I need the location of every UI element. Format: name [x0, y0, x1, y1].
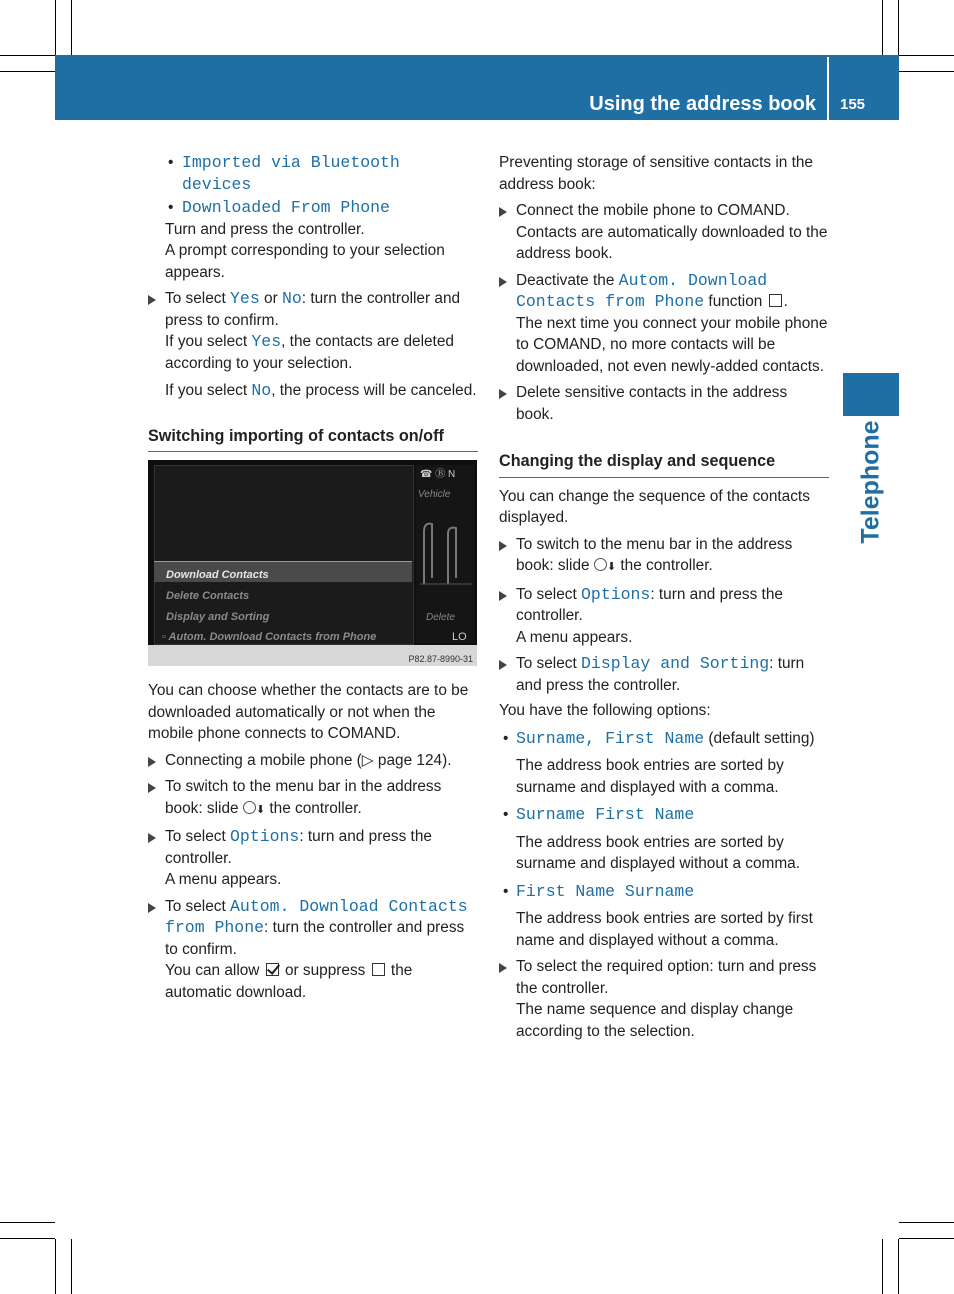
page-number: 155	[840, 96, 866, 113]
step-item: To select Autom. Download Contacts from Phone: turn the controller and press to confirm.	[148, 896, 478, 961]
image-reference: P82.87-8990-31	[408, 654, 473, 664]
comand-screenshot	[148, 460, 477, 666]
step-item: To select the required option: turn and press the controller.	[499, 956, 829, 999]
crop-mark	[898, 1239, 899, 1294]
crop-mark	[882, 1239, 883, 1294]
list-item: • Imported via Bluetooth devices	[168, 153, 400, 194]
step-item: To select Options: turn and press the controller.	[499, 584, 829, 627]
paragraph: You can allow or suppress the automatic download.	[165, 962, 413, 1001]
step-item: Delete sensitive contacts in the address book.	[499, 382, 829, 425]
crop-mark	[0, 1222, 55, 1223]
step-arrow-icon	[148, 783, 156, 793]
crop-mark	[899, 71, 954, 72]
option-code: First Name Surname	[516, 881, 695, 901]
chapter-label: Telephone	[856, 420, 885, 544]
arrow-down-icon: ⬇	[255, 803, 266, 816]
crop-mark	[55, 1239, 56, 1294]
crop-mark	[882, 0, 883, 55]
option-code: Surname, First Name	[516, 728, 705, 748]
list-item: • First Name Surname	[503, 881, 695, 901]
paragraph: If you select No, the process will be canceled.	[165, 381, 477, 400]
menu-item: Download Contacts	[166, 569, 269, 581]
list-item: • Surname, First Name (default setting)	[503, 728, 815, 748]
list-item: • Surname First Name	[503, 805, 695, 824]
paragraph: Turn and press the controller.	[165, 220, 365, 238]
crop-mark	[899, 55, 954, 56]
menu-item: Display and Sorting	[166, 611, 270, 623]
left-column	[148, 152, 478, 1003]
controller-icon	[594, 558, 607, 571]
option-code: Downloaded From Phone	[182, 198, 390, 217]
step-item: Connect the mobile phone to COMAND.	[499, 200, 829, 222]
list-item: • Downloaded From Phone	[168, 198, 390, 217]
step-arrow-icon	[148, 295, 156, 305]
step-arrow-icon	[499, 389, 507, 399]
controller-icon	[243, 801, 256, 814]
crop-mark	[898, 0, 899, 55]
step-arrow-icon	[499, 660, 507, 670]
paragraph: A menu appears.	[165, 871, 282, 888]
step-item: To switch to the menu bar in the address book: slide ⬇ the controller.	[499, 534, 829, 579]
step-arrow-icon	[148, 757, 156, 767]
step-arrow-icon	[499, 963, 507, 973]
checkbox-checked-icon	[266, 963, 279, 976]
crop-mark	[55, 0, 56, 55]
section-heading: Switching importing of contacts on/off	[148, 426, 478, 453]
crop-mark	[71, 0, 72, 55]
crop-mark	[899, 1238, 954, 1239]
step-arrow-icon	[499, 541, 507, 551]
paragraph: You can choose whether the contacts are to be downloaded automatically or not when the mobile phone connects to COMAND.	[148, 682, 469, 742]
paragraph: You can change the sequence of the contacts displayed.	[499, 487, 810, 526]
menu-item: ▫ Autom. Download Contacts from Phone	[162, 631, 377, 643]
checkbox-empty-icon	[769, 294, 782, 307]
paragraph: The address book entries are sorted by surname and displayed with a comma.	[516, 757, 784, 796]
lo-label: LO	[452, 631, 467, 643]
status-icons: ☎ Ⓑ N	[420, 469, 456, 480]
paragraph: The name sequence and display change according to the selection.	[516, 1001, 794, 1040]
menu-item: Delete Contacts	[166, 590, 250, 602]
option-code: Imported via Bluetooth devices	[182, 153, 400, 194]
paragraph: You have the following options:	[499, 702, 711, 719]
arrow-down-icon: ⬇	[606, 561, 617, 573]
paragraph: The next time you connect your mobile phone to COMAND, no more contacts will be downloaded, not even newly-added contacts.	[516, 314, 828, 375]
step-item: Connecting a mobile phone (▷ page 124).	[148, 750, 478, 772]
vehicle-label: Vehicle	[418, 489, 451, 500]
step-arrow-icon	[148, 903, 156, 913]
paragraph: A menu appears.	[516, 628, 633, 646]
paragraph: Preventing storage of sensitive contacts in the address book:	[499, 154, 813, 193]
delete-label: Delete	[426, 612, 455, 623]
crop-mark	[0, 71, 55, 72]
checkbox-empty-icon	[372, 963, 385, 976]
page-title: Using the address book	[589, 93, 816, 115]
crop-mark	[899, 1222, 954, 1223]
section-heading: Changing the display and sequence	[499, 451, 829, 478]
paragraph: If you select Yes, the contacts are deleted according to your selection.	[165, 332, 454, 372]
option-code: Surname First Name	[516, 805, 695, 824]
crop-mark	[0, 55, 55, 56]
seat-icon	[418, 518, 474, 588]
crop-mark	[71, 1239, 72, 1294]
header-divider	[827, 57, 829, 120]
step-item: To select Yes or No: turn the controller and press to confirm.	[148, 288, 478, 331]
step-arrow-icon	[148, 833, 156, 843]
paragraph: The address book entries are sorted by first name and displayed without a comma.	[516, 910, 813, 949]
step-item: To select Display and Sorting: turn and press the controller.	[499, 653, 829, 696]
step-item: To select Options: turn and press the controller.	[148, 826, 478, 869]
paragraph: The address book entries are sorted by surname and displayed without a comma.	[516, 833, 801, 872]
step-arrow-icon	[499, 207, 507, 217]
crop-mark	[0, 1238, 55, 1239]
paragraph: Contacts are automatically downloaded to the address book.	[516, 223, 828, 262]
chapter-tab	[843, 373, 899, 416]
paragraph: A prompt corresponding to your selection appears.	[165, 242, 445, 281]
right-column	[499, 152, 829, 1042]
step-arrow-icon	[499, 277, 507, 287]
step-arrow-icon	[499, 591, 507, 601]
step-item: Deactivate the Autom. Download Contacts from Phone function .	[499, 270, 829, 313]
step-item: To switch to the menu bar in the address book: slide ⬇ the controller.	[148, 776, 478, 821]
